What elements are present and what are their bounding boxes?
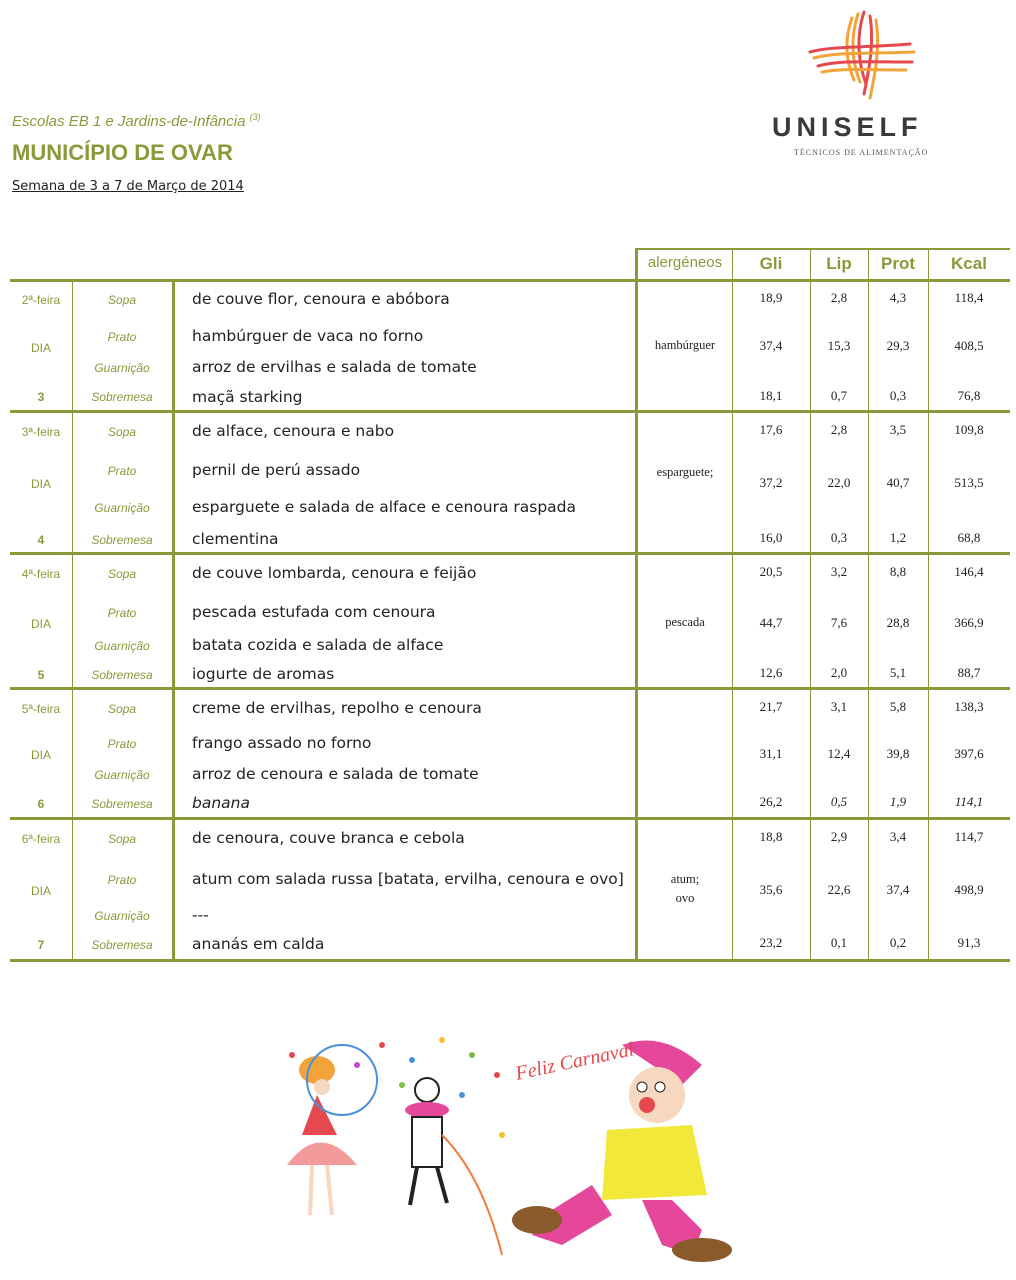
day1-cat-soup: Sopa — [107, 293, 137, 307]
day1-cat-dessert: Sobremesa — [91, 390, 153, 404]
col-line-allergens — [732, 248, 733, 962]
logo-subtitle: TÉCNICOS DE ALIMENTAÇÃO — [794, 148, 929, 157]
day1-soup: de couve flor, cenoura e abóbora — [192, 290, 450, 308]
day3-cat-side: Guarnição — [94, 639, 150, 653]
day5-dia: DIA — [30, 884, 51, 898]
day3-weekday: 4ª-feira — [21, 567, 61, 581]
day5-dessert-lip: 0,1 — [830, 935, 848, 950]
col-line-category — [172, 281, 175, 962]
menu-table — [10, 248, 1010, 962]
day1-dessert-lip: 0,7 — [830, 388, 848, 403]
mime-figure — [405, 1078, 502, 1255]
day2-soup-prot: 3,5 — [889, 422, 907, 437]
day4-weekday: 5ª-feira — [21, 702, 61, 716]
day4-soup-kcal: 138,3 — [954, 699, 984, 714]
day1-allergens: hambúrguer — [654, 338, 716, 352]
day4-main-prot: 39,8 — [886, 746, 910, 761]
day2-cat-dessert: Sobremesa — [91, 533, 153, 547]
day4-dia: DIA — [30, 748, 51, 762]
day2-dessert-lip: 0,3 — [830, 530, 848, 545]
day2-main: pernil de perú assado — [192, 461, 361, 479]
day1-dessert-prot: 0,3 — [889, 388, 907, 403]
col-line-prot — [928, 248, 929, 962]
day3-cat-dessert: Sobremesa — [91, 668, 153, 682]
day4-cat-main: Prato — [107, 737, 137, 751]
day5-date: 7 — [37, 938, 45, 952]
day5-dessert-gli: 23,2 — [759, 935, 783, 950]
day4-dessert: banana — [192, 794, 250, 812]
day4-dessert-lip: 0,5 — [830, 794, 848, 809]
day3-soup-kcal: 146,4 — [954, 564, 984, 579]
day3-dessert: iogurte de aromas — [192, 665, 335, 683]
header-prot: Prot — [881, 254, 915, 273]
header-lip: Lip — [826, 254, 852, 273]
day2-soup: de alface, cenoura e nabo — [192, 422, 395, 440]
day5-weekday: 6ª-feira — [21, 832, 61, 846]
day2-main-prot: 40,7 — [886, 475, 910, 490]
day3-dessert-lip: 2,0 — [830, 665, 848, 680]
day3-dessert-prot: 5,1 — [889, 665, 907, 680]
dancer-figure — [287, 1045, 377, 1215]
day1-main-kcal: 408,5 — [954, 338, 984, 353]
day3-dessert-gli: 12,6 — [759, 665, 783, 680]
day2-dessert-kcal: 68,8 — [957, 530, 981, 545]
day3-dia: DIA — [30, 617, 51, 631]
day5-soup-kcal: 114,7 — [954, 829, 984, 844]
day4-cat-dessert: Sobremesa — [91, 797, 153, 811]
day1-soup-gli: 18,9 — [759, 290, 783, 305]
day1-cat-main: Prato — [107, 330, 137, 344]
day4-main-gli: 31,1 — [759, 746, 783, 761]
day5-cat-side: Guarnição — [94, 909, 150, 923]
day1-soup-lip: 2,8 — [830, 290, 848, 305]
logo-name: UNISELF — [772, 112, 923, 142]
day2-allergens: esparguete; — [656, 465, 714, 479]
day3-main: pescada estufada com cenoura — [192, 603, 436, 621]
day1-main-prot: 29,3 — [886, 338, 910, 353]
day4-soup-lip: 3,1 — [830, 699, 848, 714]
day2-main-gli: 37,2 — [759, 475, 783, 490]
day4-dessert-kcal: 114,1 — [954, 794, 984, 809]
day2-cat-soup: Sopa — [107, 425, 137, 439]
day3-main-lip: 7,6 — [830, 615, 848, 630]
day2-weekday: 3ª-feira — [21, 425, 61, 439]
day5-cat-main: Prato — [107, 873, 137, 887]
day5-main-kcal: 498,9 — [954, 882, 984, 897]
day5-main-lip: 22,6 — [827, 882, 851, 897]
day1-weekday: 2ª-feira — [21, 293, 61, 307]
day1-dia: DIA — [30, 341, 51, 355]
day1-date: 3 — [37, 390, 45, 404]
day5-cat-dessert: Sobremesa — [91, 938, 153, 952]
day4-soup-gli: 21,7 — [759, 699, 783, 714]
day3-main-gli: 44,7 — [759, 615, 783, 630]
day1-side: arroz de ervilhas e salada de tomate — [192, 358, 477, 376]
schools-heading — [12, 112, 261, 130]
header-allergens: alergéneos — [647, 254, 723, 271]
header-bottom-line — [10, 279, 1010, 282]
day4-soup-prot: 5,8 — [889, 699, 907, 714]
day1-dessert-kcal: 76,8 — [957, 388, 981, 403]
municipality-title: MUNICÍPIO DE OVAR — [12, 140, 233, 165]
day4-main: frango assado no forno — [192, 734, 372, 752]
header-gli: Gli — [759, 254, 783, 273]
day2-cat-side: Guarnição — [94, 501, 150, 515]
day2-soup-lip: 2,8 — [830, 422, 848, 437]
row-line-5 — [10, 959, 1010, 962]
day3-soup-gli: 20,5 — [759, 564, 783, 579]
day1-main: hambúrguer de vaca no forno — [192, 327, 424, 345]
day5-soup-lip: 2,9 — [830, 829, 848, 844]
day1-main-gli: 37,4 — [759, 338, 783, 353]
day3-dessert-kcal: 88,7 — [957, 665, 981, 680]
day3-date: 5 — [37, 668, 45, 682]
carnival-caption: Feliz Carnaval — [513, 1038, 636, 1085]
carnival-illustration — [262, 1025, 747, 1275]
schools-note: (3) — [249, 112, 261, 122]
row-line-4 — [10, 817, 1010, 820]
day4-cat-side: Guarnição — [94, 768, 150, 782]
day2-dia: DIA — [30, 477, 51, 491]
day4-cat-soup: Sopa — [107, 702, 137, 716]
day5-main-prot: 37,4 — [886, 882, 910, 897]
day4-soup: creme de ervilhas, repolho e cenoura — [192, 699, 482, 717]
schools-text: Escolas EB 1 e Jardins-de-Infância — [12, 113, 246, 130]
day5-soup: de cenoura, couve branca e cebola — [192, 829, 465, 847]
day3-cat-main: Prato — [107, 606, 137, 620]
day4-main-lip: 12,4 — [827, 746, 851, 761]
day2-soup-gli: 17,6 — [759, 422, 783, 437]
day2-soup-kcal: 109,8 — [954, 422, 984, 437]
day4-dessert-prot: 1,9 — [889, 794, 907, 809]
header-kcal: Kcal — [951, 254, 987, 273]
day1-cat-side: Guarnição — [94, 361, 150, 375]
day3-main-prot: 28,8 — [886, 615, 910, 630]
day5-soup-prot: 3,4 — [889, 829, 907, 844]
day2-main-kcal: 513,5 — [954, 475, 984, 490]
day4-date: 6 — [37, 797, 45, 811]
day1-dessert-gli: 18,1 — [759, 388, 783, 403]
col-line-gli — [810, 248, 811, 962]
day3-main-kcal: 366,9 — [954, 615, 984, 630]
day2-cat-main: Prato — [107, 464, 137, 478]
day2-dessert-gli: 16,0 — [759, 530, 783, 545]
col-line-dish — [635, 248, 638, 962]
day3-allergens: pescada — [665, 615, 705, 629]
col-line-day — [72, 281, 73, 962]
day1-soup-kcal: 118,4 — [954, 290, 984, 305]
day3-soup: de couve lombarda, cenoura e feijão — [192, 564, 477, 582]
week-label: Semana de 3 a 7 de Março de 2014 — [12, 179, 244, 194]
row-line-1 — [10, 410, 1010, 413]
day3-soup-lip: 3,2 — [830, 564, 848, 579]
day5-dessert: ananás em calda — [192, 935, 325, 953]
day4-dessert-gli: 26,2 — [759, 794, 783, 809]
day4-side: arroz de cenoura e salada de tomate — [192, 765, 479, 783]
day2-dessert-prot: 1,2 — [889, 530, 907, 545]
day5-dessert-kcal: 91,3 — [957, 935, 981, 950]
header-top-line — [637, 248, 1010, 250]
col-line-lip — [868, 248, 869, 962]
day2-date: 4 — [37, 533, 45, 547]
day3-side: batata cozida e salada de alface — [192, 636, 444, 654]
day3-soup-prot: 8,8 — [889, 564, 907, 579]
day5-main-gli: 35,6 — [759, 882, 783, 897]
day5-allergens: atum; — [670, 872, 700, 886]
day4-main-kcal: 397,6 — [954, 746, 984, 761]
day5-side: --- — [192, 906, 209, 924]
day5-main: atum com salada russa [batata, ervilha, cenoura e ovo] — [192, 870, 624, 888]
day5-soup-gli: 18,8 — [759, 829, 783, 844]
day2-main-lip: 22,0 — [827, 475, 851, 490]
day5-cat-soup: Sopa — [107, 832, 137, 846]
row-line-3 — [10, 687, 1010, 690]
day1-main-lip: 15,3 — [827, 338, 851, 353]
day1-dessert: maçã starking — [192, 388, 303, 406]
day1-soup-prot: 4,3 — [889, 290, 907, 305]
day2-side: esparguete e salada de alface e cenoura raspada — [192, 498, 577, 516]
day5-allergens-2: ovo — [675, 891, 695, 905]
day3-cat-soup: Sopa — [107, 567, 137, 581]
row-line-2 — [10, 552, 1010, 555]
day2-dessert: clementina — [192, 530, 279, 548]
day5-dessert-prot: 0,2 — [889, 935, 907, 950]
